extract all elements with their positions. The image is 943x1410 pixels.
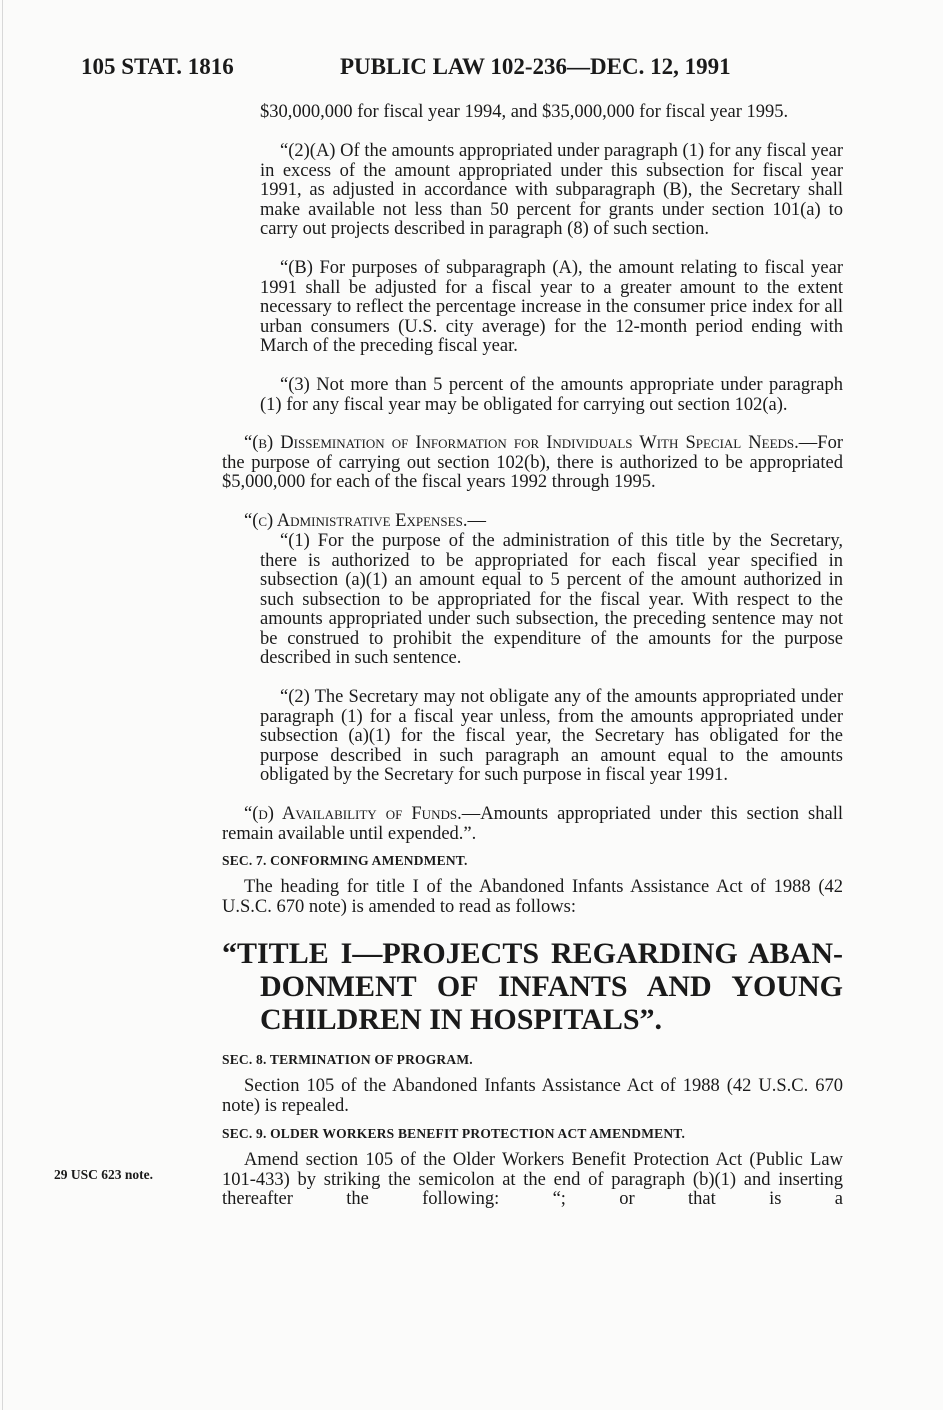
paragraph-3-text: “(3) Not more than 5 percent of the amounts appropriate under paragraph (1) for any fiscal year may be obligated for carrying out section 102(a). (260, 375, 843, 415)
title-i-line-2: DONMENT OF INFANTS AND YOUNG (260, 970, 843, 1003)
paragraph-2B: “(B) For purposes of subparagraph (A), the amount relating to fiscal year 1991 shall be adjusted for a fiscal year to a greater amount to the extent necessary to reflect the percentage increase in the consumer price index for all urban consumers (U.S. city average) for the 12-month period ending with March of the preceding fiscal year. (260, 258, 843, 356)
sec9-text: Amend section 105 of the Older Workers Benefit Protection Act (Public Law 101-433) by striking the semicolon at the end of paragraph (b)(1) and inserting thereafter the following: “; or that is a (222, 1150, 843, 1209)
subsection-c-heading: “(c) Administrative Expenses.— (244, 511, 486, 531)
law-title: PUBLIC LAW 102-236—DEC. 12, 1991 (340, 54, 731, 79)
sec7-text: The heading for title I of the Abandoned Infants Assistance Act of 1988 (42 U.S.C. 670 note) is amended to read as follows: (222, 877, 843, 917)
subsection-b-heading: “(b) Dissemination of Information for Individuals With Special Needs. (244, 433, 799, 453)
subsection-d-heading: “(d) Availability of Funds. (244, 804, 462, 824)
title-i-heading (222, 937, 843, 1036)
subsection-b (222, 434, 843, 493)
paragraph-c2: “(2) The Secretary may not obligate any of the amounts appropriated under paragraph (1) for a fiscal year unless, from the amounts appropriated under subsection (a)(1) for the fiscal year, the Secretary has obligated for the purpose described in such paragraph an amount equal to the amounts obligated by the Secretary for such purpose in fiscal year 1991. (260, 687, 843, 785)
page-edge (2, 0, 3, 1410)
sec9-heading: SEC. 9. OLDER WORKERS BENEFIT PROTECTION ACT AMENDMENT. (222, 1126, 686, 1141)
stat-page-number: 105 STAT. 1816 (81, 54, 234, 79)
subsection-c (222, 512, 843, 532)
paragraph-c1: “(1) For the purpose of the administration of this title by the Secretary, there is authorized to be appropriated for each fiscal year specified in subsection (a)(1) an amount equal to 5 percent of the amount authorized in such subsection to be appropriated for the fiscal year. With respect to the amounts appropriated under such subsection, the preceding sentence may not be construed to prohibit the expenditure of the amounts for the purpose described in such sentence. (260, 531, 843, 668)
running-head (0, 54, 943, 84)
paragraph-3 (260, 376, 843, 415)
paragraph-2A: “(2)(A) Of the amounts appropriated under paragraph (1) for any fiscal year in excess of the amount appropriated under this subsection for fiscal year 1991, as adjusted in accordance with subparagraph (B), the Secretary shall make available not less than 50 percent for grants under section 101(a) to carry out projects described in paragraph (8) of such section. (260, 141, 843, 239)
subsection-b-text: —For the purpose of carrying out section 102(b), there is authorized to be appropriated $5,000,000 for each of the fiscal years 1992 through 1995. (222, 433, 843, 492)
sec8-heading: SEC. 8. TERMINATION OF PROGRAM. (222, 1052, 473, 1067)
subsection-d (222, 805, 843, 844)
sec8-text: Section 105 of the Abandoned Infants Assistance Act of 1988 (42 U.S.C. 670 note) is repealed. (222, 1076, 843, 1116)
paragraph-appropriations-1994-1995: $30,000,000 for fiscal year 1994, and $35,000,000 for fiscal year 1995. (260, 102, 789, 122)
title-i-line-1: “TITLE I—PROJECTS REGARDING ABAN- (222, 937, 843, 970)
margin-citation-note: 29 USC 623 note. (54, 1167, 154, 1182)
title-i-line-3: CHILDREN IN HOSPITALS”. (260, 1003, 663, 1036)
subsection-d-text: —Amounts appropriated under this section shall remain available until expended.”. (222, 804, 843, 844)
sec7-heading: SEC. 7. CONFORMING AMENDMENT. (222, 853, 468, 868)
